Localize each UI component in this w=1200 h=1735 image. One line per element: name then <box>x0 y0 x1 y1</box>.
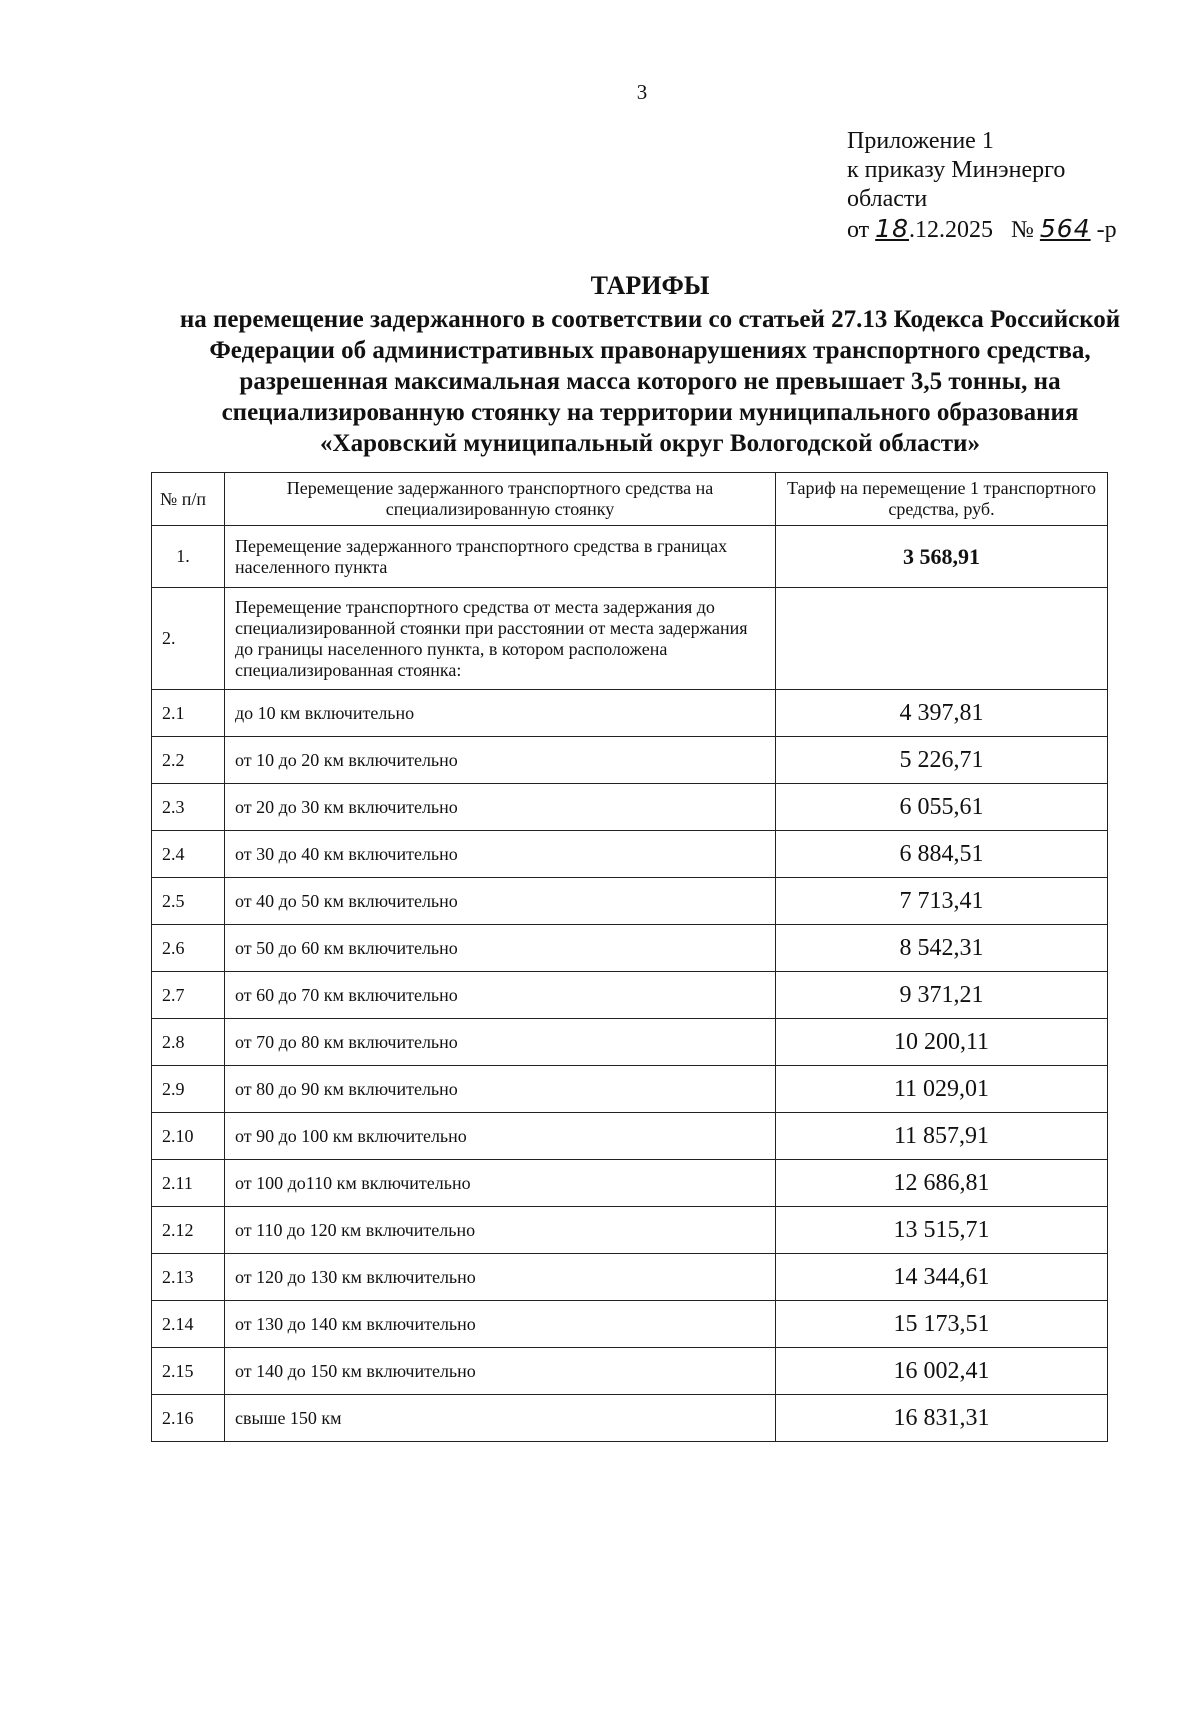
title-line-1: на перемещение задержанного в соответствии со статьей 27.13 Кодекса Российской <box>179 306 1121 333</box>
row-num: 2.2 <box>152 737 225 784</box>
row-description: от 90 до 100 км включительно <box>225 1113 776 1160</box>
row-num: 2.13 <box>152 1254 225 1301</box>
row-num: 2.15 <box>152 1348 225 1395</box>
number-suffix: -р <box>1090 217 1117 243</box>
row-description: от 120 до 130 км включительно <box>225 1254 776 1301</box>
row-value: 4 397,81 <box>776 690 1108 737</box>
appendix-line-2: к приказу Минэнерго <box>847 157 1066 183</box>
table-row <box>152 1160 1108 1207</box>
row-num: 2.4 <box>152 831 225 878</box>
row-description: от 10 до 20 км включительно <box>225 737 776 784</box>
row-num: 2.8 <box>152 1019 225 1066</box>
table-row <box>152 1207 1108 1254</box>
row-description: Перемещение транспортного средства от места задержания до специализированной стоянки при расстоянии от места задержания до границы населенного пункта, в котором расположена специализированная стоянка: <box>225 588 776 690</box>
row-value: 16 831,31 <box>776 1395 1108 1442</box>
table-row <box>152 1019 1108 1066</box>
row-value: 16 002,41 <box>776 1348 1108 1395</box>
row-value: 6 884,51 <box>776 831 1108 878</box>
row-value: 5 226,71 <box>776 737 1108 784</box>
header-description: Перемещение задержанного транспортного средства на специализированную стоянку <box>225 473 776 526</box>
row-num: 1. <box>152 526 225 588</box>
date-rest: .12.2025 <box>908 217 993 243</box>
row-description: от 80 до 90 км включительно <box>225 1066 776 1113</box>
table-row <box>152 1395 1108 1442</box>
row-num: 2.11 <box>152 1160 225 1207</box>
table-row <box>152 526 1108 588</box>
row-value: 13 515,71 <box>776 1207 1108 1254</box>
row-description: от 100 до110 км включительно <box>225 1160 776 1207</box>
row-num: 2.7 <box>152 972 225 1019</box>
row-description: свыше 150 км <box>225 1395 776 1442</box>
row-value: 11 857,91 <box>776 1113 1108 1160</box>
date-prefix: от <box>847 217 876 243</box>
row-value: 7 713,41 <box>776 878 1108 925</box>
table-row <box>152 588 1108 690</box>
table-row <box>152 878 1108 925</box>
row-description: от 70 до 80 км включительно <box>225 1019 776 1066</box>
title-line-2: Федерации об административных правонарушениях транспортного средства, <box>209 337 1091 364</box>
row-num: 2.5 <box>152 878 225 925</box>
table-row <box>152 1348 1108 1395</box>
row-num: 2.9 <box>152 1066 225 1113</box>
page-number-text: 3 <box>636 80 648 104</box>
title-heading: ТАРИФЫ <box>590 271 710 300</box>
table-row <box>152 1254 1108 1301</box>
row-description: от 30 до 40 км включительно <box>225 831 776 878</box>
appendix-line-3: области <box>847 186 928 212</box>
row-num: 2.6 <box>152 925 225 972</box>
page-number <box>0 80 1200 105</box>
row-num: 2.16 <box>152 1395 225 1442</box>
order-number-handwritten: 564 <box>1039 214 1091 243</box>
row-description: от 110 до 120 км включительно <box>225 1207 776 1254</box>
row-description: до 10 км включительно <box>225 690 776 737</box>
row-description: от 20 до 30 км включительно <box>225 784 776 831</box>
number-prefix: № <box>1010 217 1040 243</box>
row-value: 15 173,51 <box>776 1301 1108 1348</box>
row-value: 11 029,01 <box>776 1066 1108 1113</box>
row-description: от 130 до 140 км включительно <box>225 1301 776 1348</box>
row-value: 3 568,91 <box>776 526 1108 588</box>
appendix-line-1: Приложение 1 <box>847 128 994 154</box>
table-row <box>152 737 1108 784</box>
row-value: 8 542,31 <box>776 925 1108 972</box>
date-day-handwritten: 18 <box>875 214 909 243</box>
table-row <box>152 784 1108 831</box>
row-value: 12 686,81 <box>776 1160 1108 1207</box>
title-line-5: «Харовский муниципальный округ Вологодской области» <box>320 430 980 457</box>
row-num: 2. <box>152 588 225 690</box>
row-value: 10 200,11 <box>776 1019 1108 1066</box>
row-value: 14 344,61 <box>776 1254 1108 1301</box>
table-row <box>152 1113 1108 1160</box>
tariffs-table <box>151 472 1108 1442</box>
title-line-4: специализированную стоянку на территории муниципального образования <box>221 399 1079 426</box>
row-value <box>776 588 1108 690</box>
row-num: 2.12 <box>152 1207 225 1254</box>
row-num: 2.1 <box>152 690 225 737</box>
table-row <box>152 972 1108 1019</box>
header-tariff: Тариф на перемещение 1 транспортного средства, руб. <box>776 473 1108 526</box>
table-row <box>152 1301 1108 1348</box>
row-description: от 40 до 50 км включительно <box>225 878 776 925</box>
row-description: от 50 до 60 км включительно <box>225 925 776 972</box>
row-value: 6 055,61 <box>776 784 1108 831</box>
appendix-date-line <box>847 214 1117 245</box>
table-row <box>152 925 1108 972</box>
table-row <box>152 831 1108 878</box>
table-header-row <box>152 473 1108 526</box>
row-num: 2.14 <box>152 1301 225 1348</box>
title-line-3: разрешенная максимальная масса которого не превышает 3,5 тонны, на <box>239 368 1061 395</box>
row-value: 9 371,21 <box>776 972 1108 1019</box>
document-title <box>170 270 1130 459</box>
row-description: от 60 до 70 км включительно <box>225 972 776 1019</box>
table-row <box>152 690 1108 737</box>
header-num: № п/п <box>152 473 225 526</box>
row-num: 2.10 <box>152 1113 225 1160</box>
row-description: Перемещение задержанного транспортного средства в границах населенного пункта <box>225 526 776 588</box>
row-num: 2.3 <box>152 784 225 831</box>
appendix-block <box>847 127 1117 245</box>
row-description: от 140 до 150 км включительно <box>225 1348 776 1395</box>
table-row <box>152 1066 1108 1113</box>
